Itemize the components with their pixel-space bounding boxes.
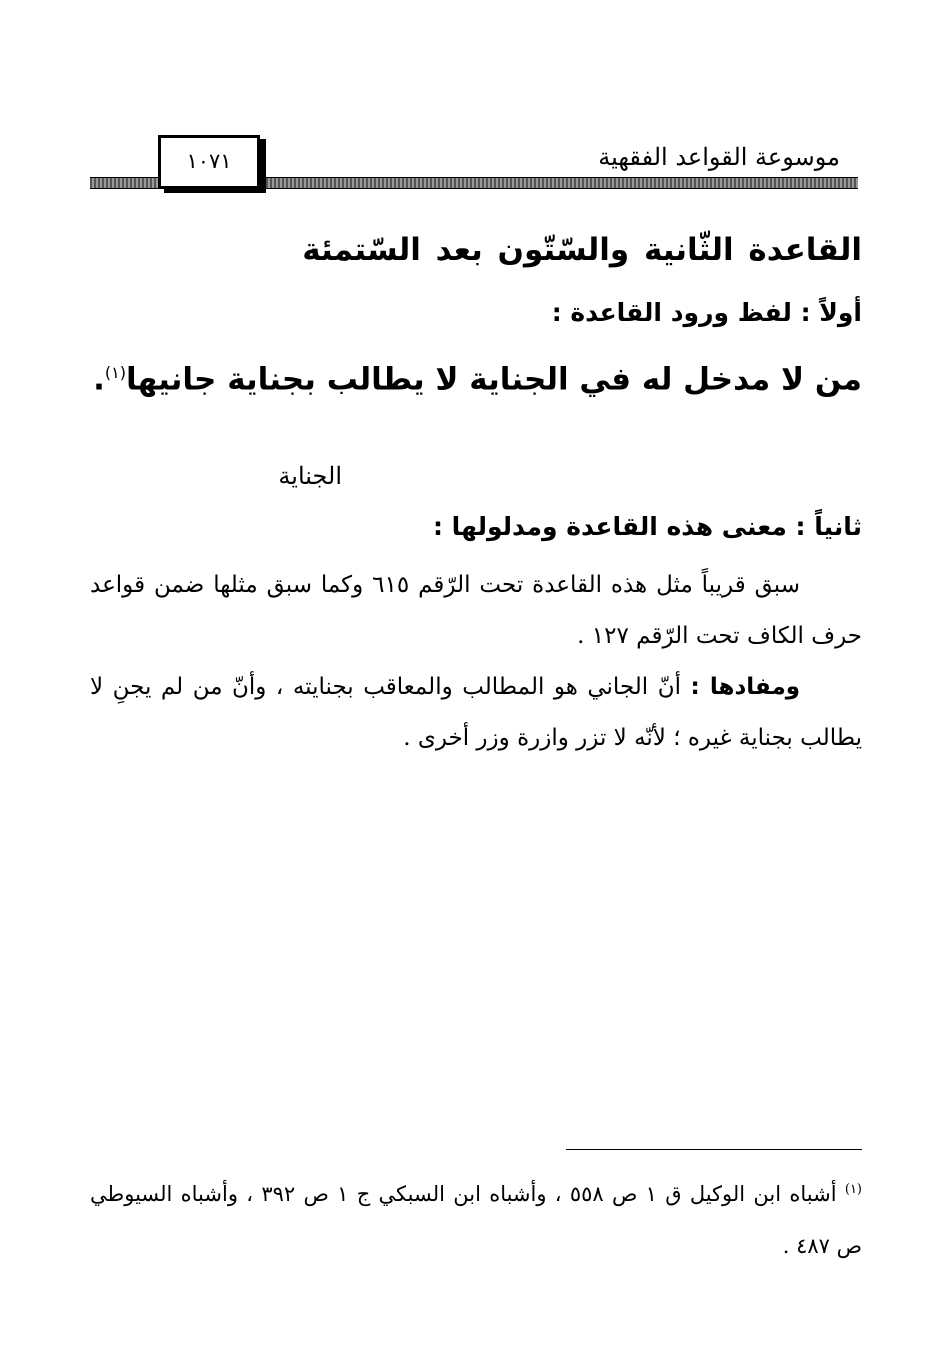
rule-title: القاعدة الثّانية والسّتّون بعد السّتمئة — [302, 232, 862, 268]
footnote-reference[interactable]: (١) — [104, 363, 127, 382]
footnote-separator — [566, 1149, 862, 1150]
keyword-label: الجناية — [278, 462, 342, 490]
footnote-marker: (١) — [844, 1182, 862, 1197]
page-number: ١٠٧١ — [158, 135, 260, 189]
rule-statement-end: . — [93, 361, 105, 398]
rule-statement-text: من لا مدخل له في الجناية لا يطالب بجناية جانيها — [126, 361, 862, 398]
rule-statement — [90, 345, 862, 407]
paragraph-reference — [90, 560, 862, 662]
paragraph-lead: ومفادها : — [690, 674, 801, 700]
book-title: موسوعة القواعد الفقهية — [598, 143, 840, 171]
page-header — [90, 135, 858, 197]
paragraph-reference-text: سبق قريباً مثل هذه القاعدة تحت الرّقم ٦١٥ وكما سبق مثلها ضمن قواعد حرف الكاف تحت الرّقم ١٢٧ . — [90, 572, 862, 649]
paragraph-meaning — [90, 662, 862, 764]
footnote-text: أشباه ابن الوكيل ق ١ ص ٥٥٨ ، وأشباه ابن السبكي ج ١ ص ٣٩٢ ، وأشباه السيوطي ص ٤٨٧ . — [90, 1182, 862, 1258]
section-heading-meaning: ثانياً : معنى هذه القاعدة ومدلولها : — [432, 512, 862, 541]
section-heading-wording: أولاً : لفظ ورود القاعدة : — [551, 298, 862, 327]
footnote — [90, 1164, 862, 1272]
paragraph-meaning-text: أنّ الجاني هو المطالب والمعاقب بجنايته ، وأنّ من لم يجنِ لا يطالب بجناية غيره ؛ لأنّه لا تزر وازرة وزر أخرى . — [90, 674, 862, 751]
